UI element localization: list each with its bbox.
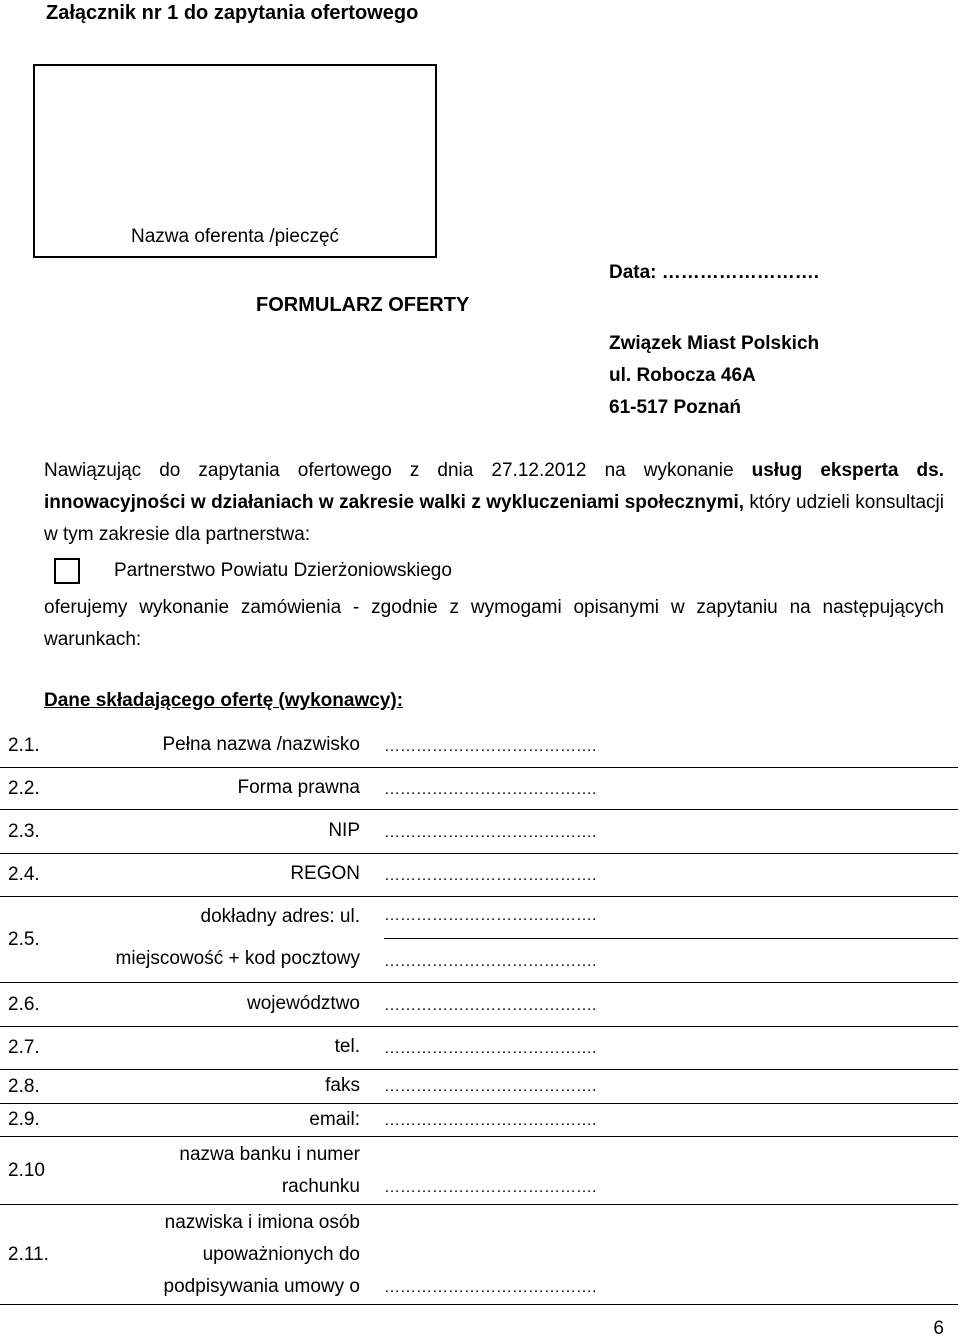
row-label: Forma prawna: [237, 777, 360, 798]
intro-part-1: Nawiązując do zapytania ofertowego z dnia 27.12.2012 na wykonanie: [44, 460, 752, 481]
table-row: [0, 1205, 958, 1305]
contractor-data-table: [0, 724, 960, 1305]
row-number: 2.4.: [8, 864, 40, 885]
option-checkbox[interactable]: [54, 558, 80, 584]
row-value-field[interactable]: ………………………………….: [384, 781, 597, 798]
table-row: [0, 1137, 958, 1205]
row-number: 2.9.: [8, 1109, 40, 1130]
row-value-field[interactable]: ………………………………….: [384, 1040, 597, 1057]
row-value-field[interactable]: ………………………………….: [384, 953, 597, 970]
row-value-field[interactable]: ………………………………….: [384, 1112, 597, 1129]
table-row: [0, 1104, 958, 1137]
row-label: email:: [309, 1109, 360, 1130]
recipient-line-1: Związek Miast Polskich: [609, 333, 820, 354]
row-value-field[interactable]: ………………………………….: [384, 907, 597, 924]
stamp-box: [33, 64, 437, 258]
intro-part-2: który udzieli konsultacji w tym zakresie dla partnerstwa:: [44, 492, 944, 545]
option-row[interactable]: [54, 558, 452, 584]
row-number: 2.1.: [8, 734, 40, 756]
option-label: Partnerstwo Powiatu Dzierżoniowskiego: [114, 560, 452, 581]
row-number: 2.11.: [8, 1243, 49, 1265]
row-value-field[interactable]: ………………………………….: [384, 867, 597, 884]
row-number: 2.7.: [8, 1037, 40, 1058]
table-row: [0, 768, 958, 810]
recipient-line-3: 61-517 Poznań: [609, 397, 741, 418]
row-value-field[interactable]: ………………………………….: [384, 824, 597, 841]
row-value-field[interactable]: ………………………………….: [384, 1179, 597, 1196]
date-line: Data: …………………….: [609, 262, 820, 283]
row-number: 2.6.: [8, 993, 40, 1015]
page-title: Załącznik nr 1 do zapytania ofertowego: [46, 2, 419, 24]
row-label: dokładny adres: ul.: [200, 906, 360, 927]
row-number: 2.10: [8, 1159, 45, 1181]
row-label: województwo: [247, 993, 360, 1014]
intro-paragraph: [44, 455, 944, 551]
stamp-label: Nazwa oferenta /pieczęć: [130, 226, 340, 247]
recipient-address: [609, 328, 819, 424]
table-row: [0, 897, 958, 983]
recipient-line-2: ul. Robocza 46A: [609, 365, 756, 386]
row-number: 2.2.: [8, 777, 40, 799]
table-row: [0, 983, 958, 1027]
row-label: NIP: [328, 820, 360, 841]
intro-bold: usług eksperta ds. innowacyjności w działaniach w zakresie walki z wykluczeniami społecznymi,: [44, 460, 944, 513]
row-value-field[interactable]: ………………………………….: [384, 997, 597, 1014]
section-title: Dane składającego ofertę (wykonawcy):: [44, 690, 404, 711]
offer-paragraph: oferujemy wykonanie zamówienia - zgodnie z wymogami opisanymi w zapytaniu na następujących warunkach:: [44, 597, 944, 650]
row-label: nazwa banku i numer rachunku: [179, 1144, 360, 1197]
row-number: 2.8.: [8, 1075, 40, 1097]
row-value-field[interactable]: ………………………………….: [384, 1078, 597, 1095]
page-number: 6: [933, 1318, 944, 1339]
row-label: faks: [325, 1075, 360, 1096]
row-value-field[interactable]: ………………………………….: [384, 738, 597, 755]
table-row: [0, 810, 958, 854]
row-label: nazwiska i imiona osób upoważnionych do podpisywania umowy o: [163, 1212, 360, 1297]
table-row: [0, 854, 958, 897]
row-label: miejscowość + kod pocztowy: [115, 948, 360, 969]
row-number: 2.5.: [8, 928, 40, 950]
form-title: FORMULARZ OFERTY: [256, 294, 470, 316]
table-row: [0, 724, 958, 768]
row-label: Pełna nazwa /nazwisko: [162, 734, 360, 755]
row-divider: [384, 938, 958, 939]
row-number: 2.3.: [8, 820, 40, 842]
table-row: [0, 1070, 958, 1104]
row-label: REGON: [290, 863, 360, 884]
row-label: tel.: [334, 1036, 360, 1057]
table-row: [0, 1027, 958, 1070]
row-value-field[interactable]: ………………………………….: [384, 1279, 597, 1296]
